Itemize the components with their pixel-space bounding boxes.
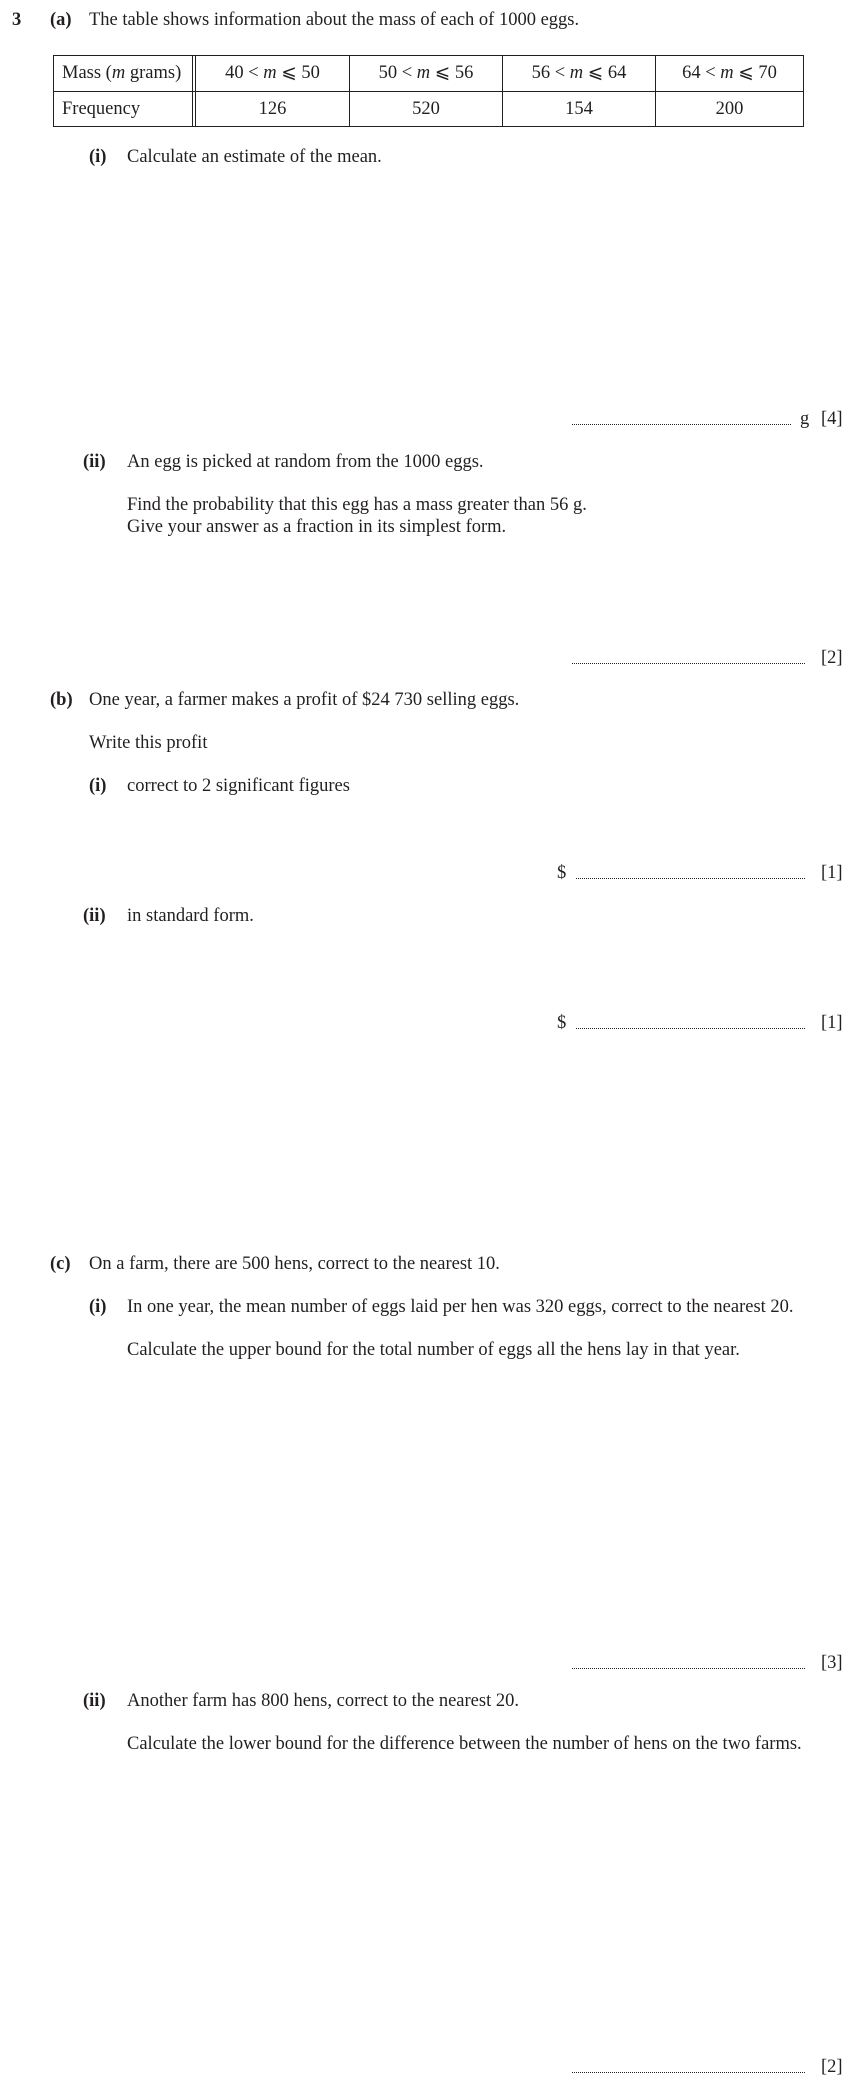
question-number: 3 [12,10,22,30]
table-cell-class-1: 40 < m ⩽ 50 [225,63,320,83]
egg-mass-table [53,55,804,127]
table-cell-freq-1: 126 [258,99,287,119]
part-a-i-label: (i) [89,147,107,167]
part-b-ii-text: in standard form. [127,906,254,926]
currency-b-ii: $ [557,1013,567,1033]
part-c-i-label: (i) [89,1297,107,1317]
table-cell-freq-3: 154 [565,99,593,119]
part-a-ii-label: (ii) [83,452,106,472]
part-c-ii-label: (ii) [83,1691,106,1711]
table-divider [195,56,196,126]
table-divider [349,56,350,126]
table-divider [655,56,656,126]
part-c-ii-text: Another farm has 800 hens, correct to the nearest 20. [127,1691,519,1711]
table-header-mass: Mass (m grams) [62,63,182,83]
part-c-intro: On a farm, there are 500 hens, correct to the nearest 10. [89,1254,500,1274]
table-divider [192,56,193,126]
part-c-ii-text-2: Calculate the lower bound for the difference between the number of hens on the two farms. [127,1734,802,1754]
marks-a-i: [4] [821,409,843,429]
marks-c-i: [3] [821,1653,843,1673]
part-a-ii-text: An egg is picked at random from the 1000 eggs. [127,452,484,472]
part-a-label: (a) [50,10,72,30]
part-c-label: (c) [50,1254,71,1274]
table-divider [502,56,503,126]
marks-b-ii: [1] [821,1013,843,1033]
answer-line-b-ii[interactable] [576,1028,805,1029]
table-cell-freq-2: 520 [412,99,440,119]
part-b-i-label: (i) [89,776,107,796]
answer-line-a-i[interactable] [572,424,791,425]
part-b-i-text: correct to 2 significant figures [127,776,350,796]
part-a-i-text: Calculate an estimate of the mean. [127,147,382,167]
table-cell-class-2: 50 < m ⩽ 56 [378,63,474,83]
part-b-label: (b) [50,690,73,710]
answer-unit-a-i: g [800,409,810,429]
answer-line-c-i[interactable] [572,1668,805,1669]
marks-a-ii: [2] [821,648,843,668]
part-c-i-text: In one year, the mean number of eggs laid per hen was 320 eggs, correct to the nearest 20. [127,1297,794,1317]
part-a-ii-text-2: Find the probability that this egg has a mass greater than 56 g. [127,495,587,515]
answer-line-c-ii[interactable] [572,2072,805,2073]
part-b-intro: One year, a farmer makes a profit of $24 730 selling eggs. [89,690,520,710]
part-b-write: Write this profit [89,733,208,753]
currency-b-i: $ [557,863,567,883]
table-row-mass [54,56,803,92]
table-cell-freq-4: 200 [715,99,744,119]
part-b-ii-label: (ii) [83,906,106,926]
answer-line-b-i[interactable] [576,878,805,879]
part-a-intro: The table shows information about the mass of each of 1000 eggs. [89,10,580,30]
table-header-frequency: Frequency [62,99,141,119]
table-row-frequency [54,92,803,127]
answer-line-a-ii[interactable] [572,663,805,664]
marks-c-ii: [2] [821,2057,843,2077]
table-cell-class-4: 64 < m ⩽ 70 [682,63,777,83]
table-cell-class-3: 56 < m ⩽ 64 [531,63,627,83]
part-a-ii-text-3: Give your answer as a fraction in its simplest form. [127,517,507,537]
part-c-i-text-2: Calculate the upper bound for the total number of eggs all the hens lay in that year. [127,1340,740,1360]
marks-b-i: [1] [821,863,843,883]
